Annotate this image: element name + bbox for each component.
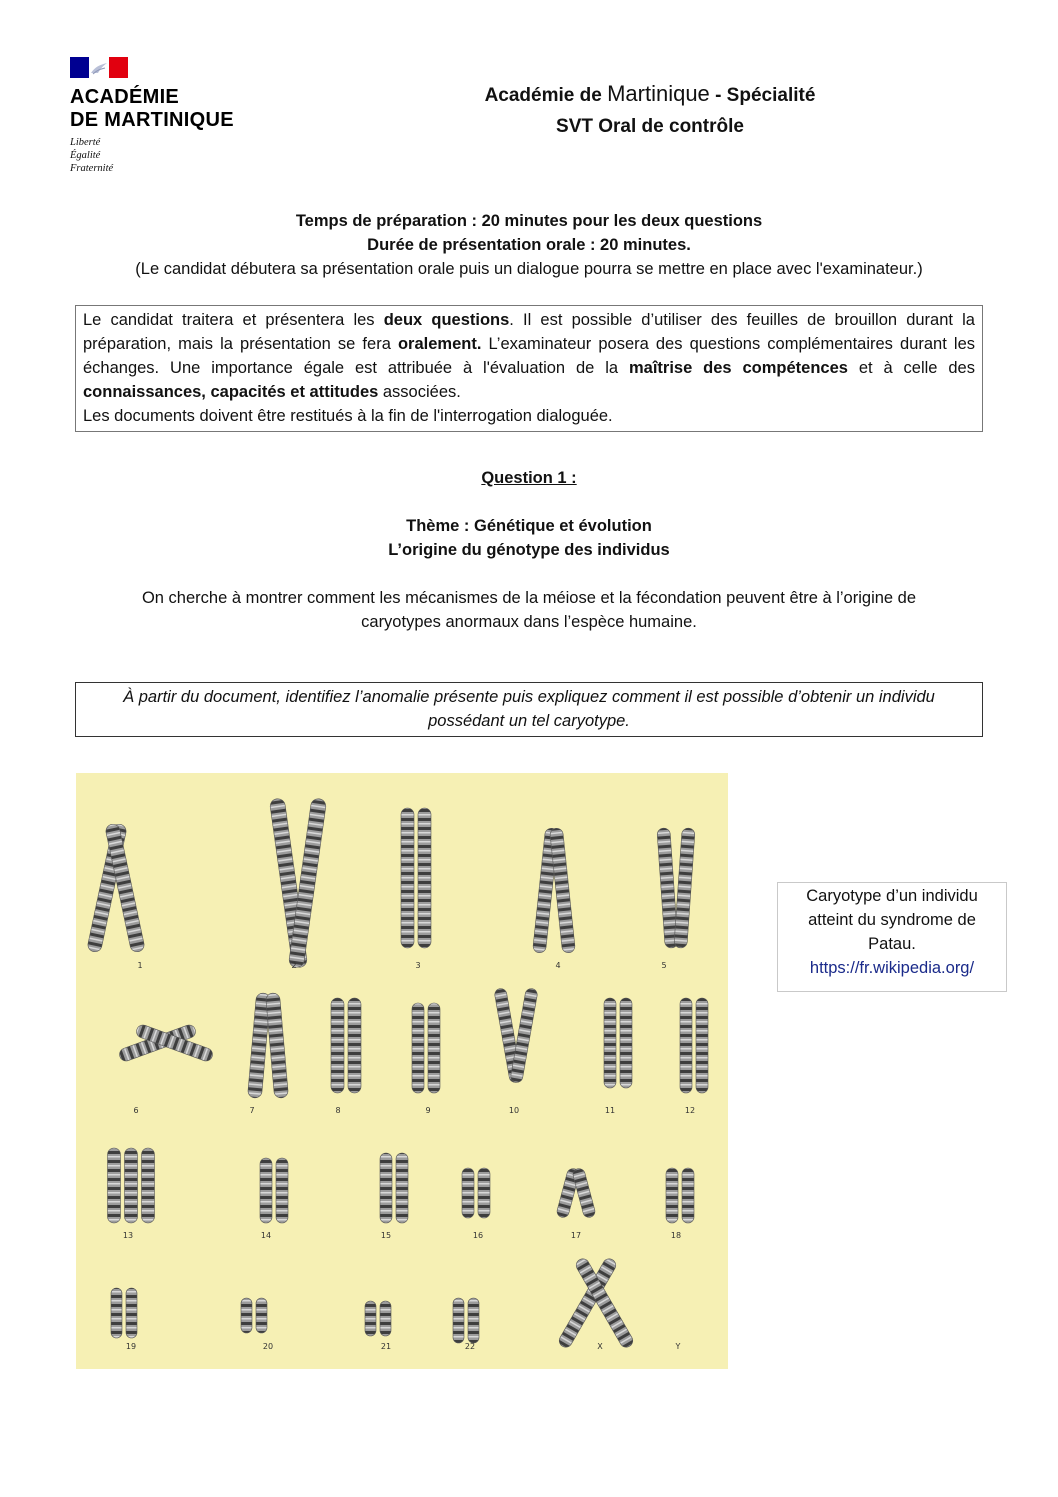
chromosome-9-copy-1 bbox=[412, 1003, 424, 1093]
chromosome-5-copy-2 bbox=[674, 828, 695, 949]
instr-bold-4: connaissances, capacités et attitudes bbox=[83, 383, 379, 401]
documents-note: Les documents doivent être restitués à la fin de l'interrogation dialoguée. bbox=[83, 407, 613, 425]
question-subtheme: L’origine du génotype des individus bbox=[388, 541, 670, 559]
chromosome-11-copy-1 bbox=[604, 998, 616, 1088]
chromosome-18-copy-1 bbox=[666, 1168, 678, 1223]
question-theme: Thème : Génétique et évolution bbox=[406, 517, 652, 535]
question-section bbox=[70, 466, 988, 634]
chromosome-22-copy-2 bbox=[468, 1298, 479, 1343]
prep-time: Temps de préparation : 20 minutes pour les deux questions bbox=[295, 212, 763, 230]
chromosome-label-9: 9 bbox=[425, 1106, 431, 1115]
task-box bbox=[75, 682, 983, 737]
caption-line-3: Patau. bbox=[868, 935, 916, 953]
chromosome-label-22: 22 bbox=[464, 1342, 476, 1351]
motto-fraternite: Fraternité bbox=[70, 163, 114, 174]
figure-caption bbox=[777, 882, 1007, 992]
instr-text-5: associées. bbox=[378, 383, 461, 401]
karyotype-svg bbox=[76, 773, 728, 1369]
motto-liberte: Liberté bbox=[70, 137, 101, 148]
chromosome-4-copy-2 bbox=[550, 828, 576, 954]
chromosome-label-16: 16 bbox=[472, 1231, 484, 1240]
karyotype-image bbox=[76, 773, 728, 1369]
chromosome-22-copy-1 bbox=[453, 1298, 464, 1343]
title-part-1: Académie de bbox=[484, 85, 608, 106]
exam-note: (Le candidat débutera sa présentation orale puis un dialogue pourra se mettre en place avec l'examinateur.) bbox=[135, 260, 923, 278]
chromosome-label-7: 7 bbox=[249, 1106, 255, 1115]
chromosome-label-21: 21 bbox=[380, 1342, 392, 1351]
chromosome-label-6: 6 bbox=[133, 1106, 139, 1115]
chromosome-8-copy-2 bbox=[348, 998, 361, 1093]
chromosome-3-copy-1 bbox=[401, 808, 414, 948]
chromosome-label-12: 12 bbox=[684, 1106, 696, 1115]
logo-line-1: ACADÉMIE bbox=[70, 86, 180, 108]
chromosome-11-copy-2 bbox=[620, 998, 632, 1088]
chromosome-16-copy-2 bbox=[478, 1168, 490, 1218]
chromosome-3-copy-2 bbox=[418, 808, 431, 948]
chromosome-21-copy-1 bbox=[365, 1301, 376, 1336]
chromosome-label-18: 18 bbox=[670, 1231, 682, 1240]
chromosome-7-copy-2 bbox=[265, 993, 288, 1099]
chromosome-20-copy-2 bbox=[256, 1298, 267, 1333]
page-subtitle: SVT Oral de contrôle bbox=[556, 116, 744, 137]
instructions-paragraph bbox=[83, 308, 975, 404]
instr-text-2: . Il est possible d’utiliser des feuilles de brouillon durant la préparation, mais la présentation se fera bbox=[83, 311, 975, 353]
caption-line-1: Caryotype d’un individu bbox=[806, 887, 978, 905]
chromosome-label-8: 8 bbox=[335, 1106, 341, 1115]
republic-flag-icon bbox=[70, 57, 128, 78]
title-part-2: Martinique bbox=[607, 81, 710, 106]
page-header bbox=[420, 78, 880, 142]
chromosome-label-20: 20 bbox=[262, 1342, 274, 1351]
chromosome-label-4: 4 bbox=[555, 961, 561, 970]
chromosome-14-copy-2 bbox=[276, 1158, 288, 1223]
chromosome-19-copy-1 bbox=[111, 1288, 122, 1338]
chromosome-label-13: 13 bbox=[122, 1231, 134, 1240]
chromosome-label-15: 15 bbox=[380, 1231, 392, 1240]
motto-egalite: Égalité bbox=[70, 150, 101, 161]
source-link[interactable]: https://fr.wikipedia.org/ bbox=[809, 959, 975, 977]
chromosome-12-copy-1 bbox=[680, 998, 692, 1093]
chromosome-19-copy-2 bbox=[126, 1288, 137, 1338]
chromosome-15-copy-2 bbox=[396, 1153, 408, 1223]
task-text: À partir du document, identifiez l’anomalie présente puis expliquez comment il est possible d’obtenir un individu possédant un tel caryotype. bbox=[123, 688, 935, 730]
chromosome-14-copy-1 bbox=[260, 1158, 272, 1223]
chromosome-label-19: 19 bbox=[125, 1342, 137, 1351]
chromosome-label-Y: Y bbox=[675, 1342, 681, 1351]
academy-logo bbox=[70, 57, 270, 175]
instructions-box bbox=[75, 305, 983, 432]
chromosome-9-copy-2 bbox=[428, 1003, 440, 1093]
question-title: Question 1 : bbox=[481, 469, 577, 487]
question-objective: On cherche à montrer comment les mécanismes de la méiose et la fécondation peuvent être à l’origine de caryotypes anormaux dans l’espèce humaine. bbox=[141, 589, 917, 631]
chromosome-13-copy-1 bbox=[108, 1148, 121, 1223]
chromosome-label-17: 17 bbox=[570, 1231, 582, 1240]
presentation-time: Durée de présentation orale : 20 minutes. bbox=[367, 236, 691, 254]
chromosome-label-5: 5 bbox=[661, 961, 667, 970]
instr-bold-3: maîtrise des compétences bbox=[628, 359, 848, 377]
title-part-3: - Spécialité bbox=[709, 85, 816, 106]
chromosome-17-copy-2 bbox=[572, 1167, 597, 1218]
logo-line-2: DE MARTINIQUE bbox=[70, 109, 234, 131]
chromosome-13-copy-2 bbox=[125, 1148, 138, 1223]
chromosome-12-copy-2 bbox=[696, 998, 708, 1093]
exam-info bbox=[70, 209, 988, 281]
chromosome-label-1: 1 bbox=[137, 961, 143, 970]
instr-text-3: L’examinateur posera des questions complémentaires durant les échanges. Une importance égale est attribuée à l'évaluation de la bbox=[83, 335, 975, 377]
chromosome-label-11: 11 bbox=[604, 1106, 616, 1115]
chromosome-label-2: 2 bbox=[291, 961, 297, 970]
caption-line-2: atteint du syndrome de bbox=[808, 911, 976, 929]
chromosome-label-10: 10 bbox=[508, 1106, 520, 1115]
page-title bbox=[420, 78, 880, 111]
chromosome-label-3: 3 bbox=[415, 961, 421, 970]
chromosome-13-copy-3 bbox=[142, 1148, 155, 1223]
chromosome-16-copy-1 bbox=[462, 1168, 474, 1218]
chromosome-21-copy-2 bbox=[380, 1301, 391, 1336]
chromosome-label-X: X bbox=[597, 1342, 603, 1351]
chromosome-15-copy-1 bbox=[380, 1153, 392, 1223]
chromosome-18-copy-2 bbox=[682, 1168, 694, 1223]
instr-bold-2: oralement. bbox=[397, 335, 482, 353]
chromosome-label-14: 14 bbox=[260, 1231, 272, 1240]
instr-text-4: et à celle des bbox=[847, 359, 975, 377]
instr-bold-1: deux questions bbox=[383, 311, 510, 329]
chromosome-20-copy-1 bbox=[241, 1298, 252, 1333]
instr-text-1: Le candidat traitera et présentera les bbox=[83, 311, 384, 329]
chromosome-8-copy-1 bbox=[331, 998, 344, 1093]
